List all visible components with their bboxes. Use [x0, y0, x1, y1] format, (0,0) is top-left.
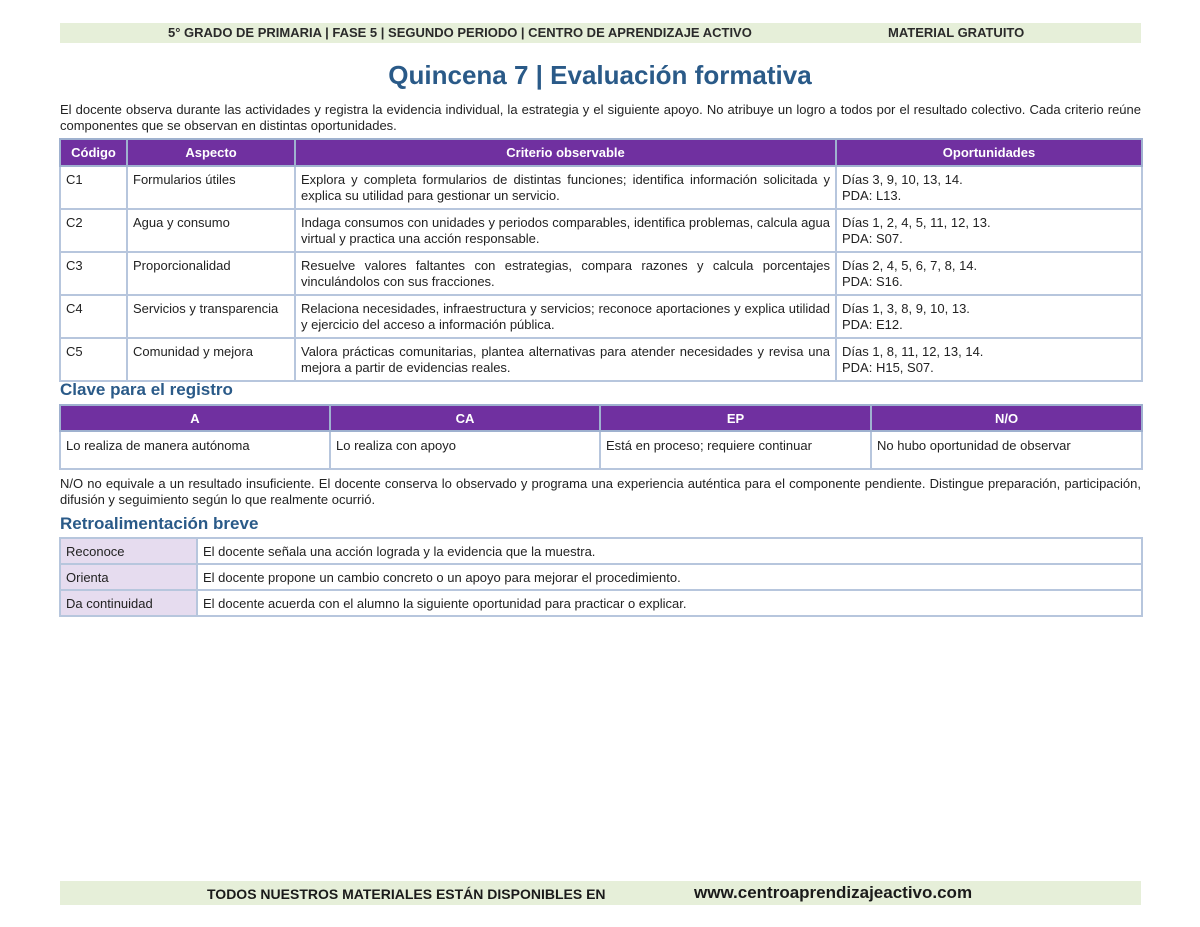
retro-label: Reconoce [60, 538, 197, 564]
criterion-text: Valora prácticas comunitarias, plantea alternativas para atender necesidades y revisa una mejora a partir de evidencias reales. [295, 338, 836, 381]
criterion-code: C4 [60, 295, 127, 338]
criterion-aspect: Agua y consumo [127, 209, 295, 252]
table-row [60, 431, 1142, 469]
criterion-text: Relaciona necesidades, infraestructura y servicios; reconoce aportaciones y explica utilidad y ejercicio del acceso a información pública. [295, 295, 836, 338]
criterion-text: Indaga consumos con unidades y periodos comparables, identifica problemas, calcula agua virtual y practica una acción responsable. [295, 209, 836, 252]
retro-heading: Retroalimentación breve [60, 514, 259, 533]
clave-value-a: Lo realiza de manera autónoma [60, 431, 330, 469]
table-row [60, 209, 1142, 252]
retro-text: El docente propone un cambio concreto o un apoyo para mejorar el procedimiento. [197, 564, 1142, 590]
retro-label: Da continuidad [60, 590, 197, 616]
opportunity-days: Días 1, 2, 4, 5, 11, 12, 13. [842, 215, 991, 230]
footer-message: TODOS NUESTROS MATERIALES ESTÁN DISPONIBLES EN [207, 886, 606, 902]
criterion-aspect: Formularios útiles [127, 166, 295, 209]
criterion-opportunities [836, 209, 1142, 252]
header-course-info: 5° GRADO DE PRIMARIA | FASE 5 | SEGUNDO PERIODO | CENTRO DE APRENDIZAJE ACTIVO [168, 25, 752, 40]
opportunity-days: Días 3, 9, 10, 13, 14. [842, 172, 963, 187]
opportunity-days: Días 2, 4, 5, 6, 7, 8, 14. [842, 258, 978, 273]
criterion-opportunities [836, 252, 1142, 295]
criterion-text: Explora y completa formularios de distintas funciones; identifica información solicitada y explica su utilidad para gestionar un servicio. [295, 166, 836, 209]
intro-paragraph: El docente observa durante las actividades y registra la evidencia individual, la estrategia y el siguiente apoyo. No atribuye un logro a todos por el resultado colectivo. Cada criterio reúne componentes que se observan en distintas oportunidades. [60, 102, 1141, 133]
criterion-opportunities [836, 338, 1142, 381]
col-header-criterion: Criterio observable [295, 139, 836, 166]
criterion-opportunities [836, 295, 1142, 338]
criterion-code: C1 [60, 166, 127, 209]
opportunity-pda: PDA: S16. [842, 274, 903, 289]
criterion-text: Resuelve valores faltantes con estrategias, compara razones y calcula porcentajes vinculándolos con sus fracciones. [295, 252, 836, 295]
criterion-code: C2 [60, 209, 127, 252]
header-free-material: MATERIAL GRATUITO [888, 25, 1025, 40]
clave-header-no: N/O [871, 405, 1142, 431]
opportunity-pda: PDA: L13. [842, 188, 902, 203]
retro-label: Orienta [60, 564, 197, 590]
table-row [60, 338, 1142, 381]
table-row [60, 252, 1142, 295]
opportunity-pda: PDA: E12. [842, 317, 903, 332]
criterion-aspect: Servicios y transparencia [127, 295, 295, 338]
clave-header-ep: EP [600, 405, 871, 431]
opportunity-days: Días 1, 8, 11, 12, 13, 14. [842, 344, 984, 359]
table-row [60, 166, 1142, 209]
table-row [60, 538, 1142, 564]
table-row [60, 590, 1142, 616]
criterion-aspect: Proporcionalidad [127, 252, 295, 295]
retro-table [59, 537, 1143, 617]
clave-table [59, 404, 1143, 470]
criterion-opportunities [836, 166, 1142, 209]
clave-value-ep: Está en proceso; requiere continuar [600, 431, 871, 469]
table-row [60, 564, 1142, 590]
opportunity-pda: PDA: S07. [842, 231, 903, 246]
col-header-code: Código [60, 139, 127, 166]
criterion-aspect: Comunidad y mejora [127, 338, 295, 381]
criteria-header-row [60, 139, 1142, 166]
clave-header-ca: CA [330, 405, 600, 431]
clave-header-row [60, 405, 1142, 431]
criterion-code: C3 [60, 252, 127, 295]
clave-value-no: No hubo oportunidad de observar [871, 431, 1142, 469]
page-title: Quincena 7 | Evaluación formativa [388, 60, 812, 90]
col-header-aspect: Aspecto [127, 139, 295, 166]
criterion-code: C5 [60, 338, 127, 381]
retro-text: El docente señala una acción lograda y la evidencia que la muestra. [197, 538, 1142, 564]
retro-text: El docente acuerda con el alumno la siguiente oportunidad para practicar o explicar. [197, 590, 1142, 616]
footer-bar [60, 881, 1141, 905]
note-paragraph: N/O no equivale a un resultado insuficiente. El docente conserva lo observado y programa una experiencia auténtica para el componente pendiente. Distingue preparación, participación, difusión y seguimiento según lo que realmente ocurrió. [60, 476, 1141, 507]
opportunity-pda: PDA: H15, S07. [842, 360, 934, 375]
clave-value-ca: Lo realiza con apoyo [330, 431, 600, 469]
header-bar [60, 23, 1141, 43]
table-row [60, 295, 1142, 338]
clave-heading: Clave para el registro [60, 380, 233, 399]
criteria-table [59, 138, 1143, 382]
col-header-opportunities: Oportunidades [836, 139, 1142, 166]
opportunity-days: Días 1, 3, 8, 9, 10, 13. [842, 301, 970, 316]
footer-url-link[interactable]: www.centroaprendizajeactivo.com [694, 883, 973, 902]
clave-header-a: A [60, 405, 330, 431]
